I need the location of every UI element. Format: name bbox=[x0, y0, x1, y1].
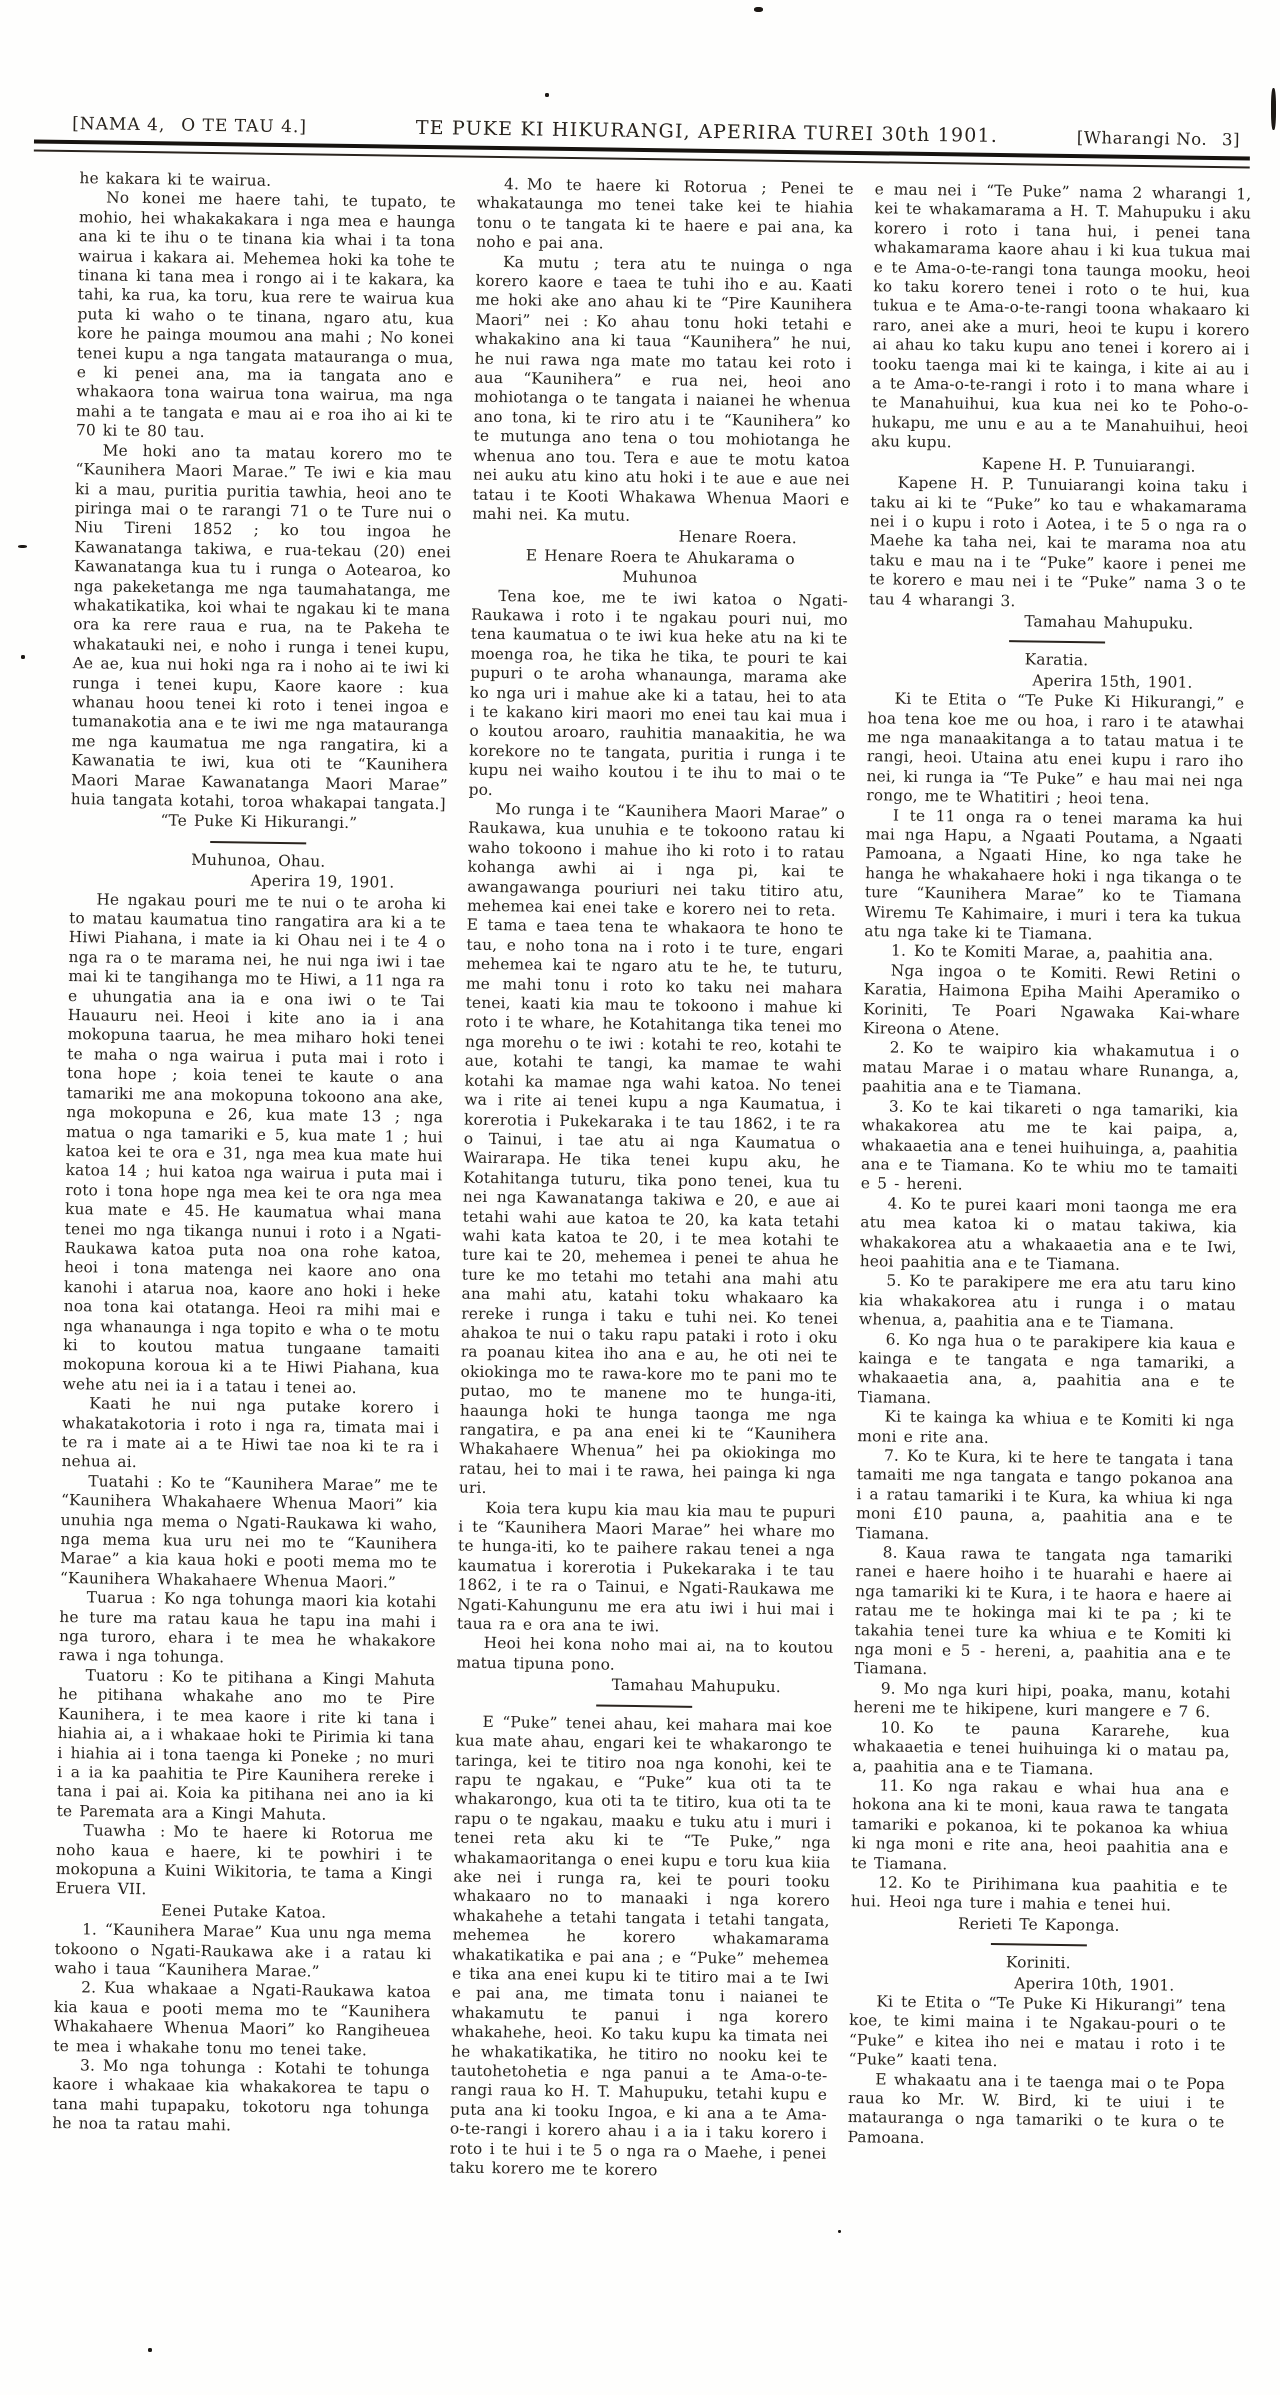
scan-speck bbox=[21, 655, 25, 659]
paragraph: 8. Kaua rawa te tangata nga tamariki ranei e haere hoiho i te huarahi e haere ai nga tamariki ki te Kura, i te haora e haere ai ratau me te hokinga mai ki te pa ; ki te takahia tenei ture ka whiua e te Komiti ki nga moni e 5 - hereni, a, paahitia ana e te Tiamana. bbox=[853, 1543, 1233, 1679]
section-divider bbox=[211, 841, 307, 844]
section-divider bbox=[596, 1704, 692, 1707]
paragraph: Heoi hei kona noho mai ai, na to koutou matua tipuna pono. bbox=[456, 1634, 834, 1674]
article-columns bbox=[52, 169, 1252, 2189]
paragraph: He ngakau pouri me te nui o te aroha ki to matau kaumatua tino rangatira ara ki a te Hiwi Piahana, i mate ia ki Ohau nei i te 4 o nga ra o te marama nei, he nui nga iwi i tae mai ki te tangihanga mo te Hiwi, a 11 nga ra e uhungatia ana ia e ona iwi o te Tai Hauauru nei. Heoi i kite ano ia i ana mokopuna taarua, he mea miharo hoki tenei te maha o nga wairua i puta mai i roto i tona hope ; koia tenei te kaute o ana tamariki me ana mokopuna tokoono ana ake, nga mokopuna e 26, kua mate 13 ; nga matua o nga tamariki e 5, kua mate 1 ; hui katoa kei te ora e 31, nga mea kua mate hui katoa 14 ; hui katoa nga wairua i puta mai i roto i tona hope nga mea kei te ora nga mea kua mate e 45. He kaumatua whai mana tenei mo nga tikanga nunui i roto i a Ngati-Raukawa katoa puta noa ona rohe katoa, heoi i tona matenga nei kaore ano ona kanohi i atarua noa, kaore ano hoki i heke noa tona kai otatanga. Heoi ra mihi mai e nga whanaunga i nga topito e wha o te motu ki to koutou matua tungaane tamaiti mokopuna koroua ki a te Hiwi Piahana, kua wehe atu nei ia i a tatau i tenei ao. bbox=[62, 890, 447, 1397]
paragraph: E “Puke” tenei ahau, kei mahara mai koe kua mate ahau, engari kei te whakarongo te taringa, kei te titiro noa nga konohi, kei te rapu te ngakau, e “Puke” kua oti ta te whakarongo, kua oti ta te titiro, kua oti ta te rapu o te ngakau, maaku e tuku atu i muri i tenei reta aku ki te “Te Puke,” nga whakamaoritanga o enei kupu e toru kua kiia ake nei i runga ra, kei te pouri tooku whakaaro no to manaaki i nga korero whakahehe a tetahi tangata i tetahi tangata, mehemea he korero whakamarama whakatikatika e pai ana ; e “Puke” mehemea e tika ana enei kupu ki te titiro mai a te Iwi e pai ana, me timata tonu i naianei te whakamutu te panui i nga korero whakahehe, heoi. Ko taku kupu ka timata nei he whakatikatika, he titiro no nooku kei te tautohetohetia e nga panui a te Ama-o-te-rangi raua ko H. T. Mahupuku, tetahi kupu e puta ana ki tooku Ingoa, e ki ana a te Ama-o-te-rangi i korero ahau i a ia i taku korero i roto i te hui i te 5 o nga ra o Maehe, i penei taku korero me te korero bbox=[449, 1712, 833, 2180]
centered-heading-line: Koriniti. bbox=[1005, 1953, 1071, 1973]
paragraph: Me hoki ano ta matau korero mo te “Kaunihera Maori Marae.” Te iwi e kia mau ki a mau, puritia puritia tawhia, heoi ano te piringa mai o te rarangi 71 o te Ture nui o Niu Tireni 1852 ; ko tou ingoa he Kawanatanga takiwa, e rua-tekau (20) enei Kawanatanga kua tu i runga o Aotearoa, ko nga pakeketanga me nga taumahatanga, me whakatikatika, koi whai te ngakau ki te mana ora ka rere raua e rua, na te Pakeha te whakatauki nei, e noho i runga i tenei kupu, Ae ae, kua nui hoki nga ra i noho ai te iwi ki runga i tenei kupu, Kaore kaore : kua whanau hoou tenei ki roto i tenei ingoa e tumanakotia ana e te iwi me nga matauranga me nga kaumatua me nga rangatira, ki a Kawanatia te iwi, kua oti te “Kaunihera Maori Marae Kawanatanga Maori Marae” huia tangata kotahi, toroa whakapai tangata.] bbox=[70, 441, 453, 814]
paragraph: Tena koe, me te iwi katoa o Ngati-Raukawa i roto i te ngakau pouri nui, mo tena kaumatua o te iwi kua heke atu na ki te moenga roa, he tika he tika, te pouri te kai pupuri o te aroha whanaunga, marama ake ko nga uri i mahue ake ki a tatau, hei to ata i te kakano kiri maori mo enei tau kai mua i o koutou aroaro, rauhitia manaakitia, he wa korekore no te tangata, puritia i runga i te kupu nei waiho koutou i te ihu to mai o te po. bbox=[468, 586, 849, 799]
scan-speck bbox=[1271, 88, 1276, 130]
paragraph: 3. Mo nga tohunga : Kotahi te tohunga kaore i whakaae kia whakakorea te tapu o tana mahi tupapaku, tokotoru nga tohunga he noa ta ratau mahi. bbox=[52, 2056, 430, 2135]
centered-heading-line: Muhunoa bbox=[622, 567, 698, 587]
right-aligned-line: Henare Roera. bbox=[678, 527, 797, 548]
paragraph: Nga ingoa o te Komiti. Rewi Retini o Karatia, Haimona Epiha Maihi Aperamiko o Koriniti, Te Poari Ngawaka Kai-whare Kireona o Atene. bbox=[862, 961, 1241, 1040]
paragraph: 5. Ko te parakipere me era atu taru kino kia whakakorea atu i runga i o matau whenua, a, paahitia ana e te Tiamana. bbox=[858, 1271, 1237, 1333]
centered-heading-line: Muhunoa, Ohau. bbox=[191, 850, 326, 871]
right-aligned-line: Tamahau Mahupuku. bbox=[611, 1675, 781, 1697]
masthead-title: TE PUKE KI HIKURANGI, APERIRA TUREI 30th 1901. bbox=[415, 116, 999, 147]
paragraph: 6. Ko nga hua o te parakipere kia kaua e kainga e te tangata e nga tamariki, a whakaaetia ana, a, paahitia ana e te Tiamana. bbox=[857, 1330, 1236, 1407]
paragraph: Ki te Etita o “Te Puke Ki Hikurangi” tena koe, te kimi maina i te Ngakau-pouri o te “Puke” e kitea iho nei e matau i roto i te “Puke” kaati tena. bbox=[848, 1992, 1227, 2071]
centered-heading-line: Rerieti Te Kaponga. bbox=[957, 1914, 1120, 1935]
paragraph: I te 11 onga ra o tenei marama ka hui mai nga Hapu, a Ngaati Poutama, a Ngaati Pamoana, a Ngaati Hine, ko nga take he hanga he whakahaere hoki i nga tikanga o te ture “Kaunihera Marae” ko te Tiamana Wiremu Te Kahimaire, i muri i tera ka tukua atu nga take ki te Tiamana. bbox=[864, 806, 1243, 944]
right-aligned-line: Aperira 19, 1901. bbox=[250, 871, 395, 892]
masthead-issue-number: [NAMA 4, O TE TAU 4.] bbox=[72, 114, 308, 138]
right-aligned-line: Aperira 15th, 1901. bbox=[1032, 671, 1193, 692]
right-aligned-line: Aperira 10th, 1901. bbox=[1014, 1973, 1175, 1995]
paragraph: Mo runga i te “Kaunihera Maori Marae” o Raukawa, kua unuhia e te tokoono ratau ki waho tokoono i mahue iho ki roto i to ratau kohanga awhi ai i nga pi, kai te awangawanga pouriuri nei taku titiro atu, mehemea kai enei take e korero nei to reta. E tama e taea tena te whakaora te hono te tau, e noho tona na i roto i te ture, engari mehemea kai te ngaro atu te he, te tuturu, me mahi tonu i roto ko taku nei mahara tenei, kaati kia mau te tokoono i mahue ki roto i te whare, he Kotahitanga tika tenei mo nga morehu o te iwi : kotahi te reo, kotahi te aue, kotahi te tangi, ka mamae te wahi kotahi ka mamae nga wahi katoa. No tenei wa i rite ai tenei kupu a nga Kaumatua, i korerotia i Pukekaraka i te tau 1862, i te ra o Tainui, i tae atu ai nga Kaumatua o Wairarapa. He tika tenei kupu aku, he Kotahitanga tuturu, tika pono tenei, kua tu nei nga Kawanatanga takiwa e 20, e aue ai tetahi wahi aue katoa te 20, ka kata tetahi wahi kata katoa te 20, i te mea kotahi te ture kai te 20, mehemea i penei te ahua he ture ke mo tetahi mo tetahi ana mahi atu ana mahi atu, katahi toku whakaaro ka rereke i runga i taku e tuhi nei. Ko tenei ahakoa te nui o taku rapu pataki i roto i oku ra poanau kitea iho ana e au, he oti nei te okiokinga mo te rawa-kore mo te pani mo te putao, mo te manene mo te hunga-iti, haaunga hoki te hunga taonga me nga rangatira, e pa ana enei ki te “Kaunihera Whakahaere Whenua” hei pa okiokinga mo ratau, hei to mai i te rawa, hei painga ki nga uri. bbox=[458, 800, 846, 1498]
scan-speck bbox=[838, 2230, 841, 2233]
paragraph: 9. Mo nga kuri hipi, poaka, manu, kotahi hereni me te hikipene, kuri mangere e 7 6. bbox=[853, 1679, 1231, 1722]
paragraph: 3. Ko te kai tikareti o nga tamariki, kia whakakorea atu me te kai paipa, a, whakaaetia ana e tenei huihuinga, a, paahitia ana e te Tiamana. Ko te whiu mo te tamaiti e 5 - hereni. bbox=[860, 1097, 1239, 1194]
centered-heading-line: Eenei Putake Katoa. bbox=[160, 1901, 327, 1922]
centered-heading-line: “Te Puke Ki Hikurangi.” bbox=[160, 811, 358, 833]
paragraph: 1. “Kaunihera Marae” Kua unu nga mema tokoono o Ngati-Raukawa ake i a ratau ki waho i taua “Kaunihera Marae.” bbox=[54, 1920, 432, 1981]
right-aligned-line: Kapene H. P. Tunuiarangi. bbox=[981, 454, 1196, 476]
column-2 bbox=[449, 175, 854, 2184]
paragraph: 11. Ko nga rakau e whai hua ana e hokona ana ki te moni, kaua rawa te tangata tamariki e pokanoa, ki te pokanoa ka whiua ki nga moni e rite ana, heoi paahitia ana e te Tiamana. bbox=[851, 1776, 1230, 1873]
masthead-rule-thin bbox=[34, 149, 1250, 168]
paragraph-continuation: e mau nei i “Te Puke” nama 2 wharangi 1, kei te whakamarama a H. T. Mahupuku i aku korero i roto i tana hui, i penei tana whakamarama kaore ahau i ki kua tukua mai e te Ama-o-te-rangi tona taunga mooku, heoi ko taku korero tenei i roto o te hui, kua tukua e te Ama-o-te-rangi toona whakaaro ki raro, anei ake a muri, heoi te kupu i korero ai ahau ko taku kupu ano tenei i korero ai i tooku taenga mai ki te kainga, i kite ai au i a te Ama-o-te-rangi i roto i to mana whare i te Manahuihui, kua kua nei ko te Poho-o-hukapu, me unu e au a te Manahuihui, heoi aku kupu. bbox=[871, 180, 1252, 452]
paragraph: No konei me haere tahi, te tupato, te mohio, hei whakakakara i nga mea e haunga ana ki te ihu o te tinana kia whai i ta tona wairua i kakara ai. Mehemea hoki ka tohe te tinana ki tana mea i rongo ai i te kakara, ka tahi, ka rua, ka toru, kua rere te wairua kua puta ki waho o te tinana, ngaro atu, kua kore he painga moumou ana mahi ; No konei tenei kupu a nga tangata matauranga o mua, e ki penei ana, ma ia tangata ano e whakaora tona wairua tona wairua, ma nga mahi a te tangata e mau ai e roa iho ai ki te 70 ki te 80 tau. bbox=[75, 188, 456, 442]
paragraph: Tuawha : Mo te haere ki Rotorua me noho kaua e haere, ki te powhiri i te mokopuna a Kuini Wikitoria, te tama a Kingi Eruera VII. bbox=[55, 1821, 434, 1899]
paragraph: Kapene H. P. Tunuiarangi koina taku i taku ai ki te “Puke” ko tau e whakamarama nei i o kupu i roto i Aotea, i te 5 o nga ra o Maehe ka taha nei, kai te marama noa atu taku e mau na i te “Puke” kaore i penei me te korero e mau nei i te “Puke” nama 3 o te tau 4 wharangi 3. bbox=[868, 473, 1248, 610]
paragraph: Tuatahi : Ko te “Kaunihera Marae” me te “Kaunihera Whakahaere Whenua Maori” kia unuhia nga mema o Ngati-Raukawa ki waho, nga mema kua uru nei mo te “Kaunihera Marae” a kia kaua hoki e pooti mema mo te “Kaunihera Whakahaere Whenua Maori.” bbox=[59, 1472, 439, 1592]
column-3 bbox=[847, 180, 1252, 2189]
right-aligned-line: Tamahau Mahupuku. bbox=[1024, 612, 1194, 633]
paragraph: Koia tera kupu kia mau kia mau te pupuri i te “Kaunihera Maori Marae” hei whare mo te hunga-iti, ko te paihere rakau tenei a nga kaumatua i korerotia i Pukekaraka i te tau 1862, i te ra o Tainui, e Ngati-Raukawa me Ngati-Kahungunu me era atu iwi i hui mai i taua ra e ora ana te iwi. bbox=[456, 1498, 836, 1636]
scan-speck bbox=[18, 545, 27, 548]
paragraph: 2. Kua whakaae a Ngati-Raukawa katoa kia kaua e pooti mema mo te “Kaunihera Whakahaere Whenua Maori” ko Rangiheuea te mea i whakahe tonu mo tenei take. bbox=[53, 1978, 431, 2059]
centered-heading-line: E Henare Roera te Ahukarama o bbox=[525, 546, 795, 568]
scan-speck bbox=[754, 7, 763, 12]
paragraph: 7. Ko te Kura, ki te here te tangata i tana tamaiti me nga tangata e tango pokanoa ana i a ratau tamariki i te Kura, ka whiua ki nga moni £10 pauna, a, paahitia ana e te Tiamana. bbox=[855, 1446, 1234, 1543]
centered-heading-line: Karatia. bbox=[1024, 650, 1089, 670]
paragraph: 12. Ko te Pirihimana kua paahitia e te hui. Heoi nga ture i mahia e tenei hui. bbox=[850, 1873, 1228, 1915]
section-divider bbox=[991, 1943, 1087, 1946]
section-divider bbox=[1009, 640, 1105, 643]
paragraph: E whakaatu ana i te taenga mai o te Popa raua ko Mr. W. Bird, ki te uiui i te matauranga o nga tamariki o te kura o te Pamoana. bbox=[847, 2070, 1226, 2147]
paragraph: Ki te kainga ka whiua e te Komiti ki nga moni e rite ana. bbox=[857, 1407, 1235, 1447]
paragraph: Tuatoru : Ko te pitihana a Kingi Mahuta he pitihana whakahe ano mo te Pire Kaunihera, i te mea kaore i rite ki tana i hiahia ai, a i whakaae hoki te Pirimia ki tana i hiahia ai i tona taenga ki Poneke ; no muri i a ia ka paahitia te Pire Kaunihera rereke i tana i pai ai. Koia ka pitihana nei ano ia ki te Paremata ara a Kingi Mahuta. bbox=[56, 1666, 436, 1824]
paragraph: 2. Ko te waipiro kia whakamutua i o matau Marae i o matau whare Runanga, a, paahitia ana e te Tiamana. bbox=[862, 1039, 1240, 1099]
paragraph: 4. Mo te haere ki Rotorua ; Penei te whakataunga mo tenei take kei te hiahia tonu o te tangata ki te haere e pai ana, ka noho e pai ana. bbox=[476, 175, 854, 253]
paragraph: 10. Ko te pauna Kararehe, kua whakaaetia e tenei huihuinga ki o matau pa, a, paahitia ana e te Tiamana. bbox=[852, 1718, 1231, 1778]
paragraph: Ki te Etita o “Te Puke Ki Hikurangi,” e hoa tena koe me ou hoa, i raro i te atawhai me nga manaakitanga a to tatau matua i te rangi, heoi. Utaina atu enei kupu i raro iho nei, ki runga ia “Te Puke” e hau mai nei nga rongo, me te Whatitiri ; heoi tena. bbox=[866, 689, 1245, 809]
scan-speck bbox=[545, 93, 549, 97]
paragraph: Ka mutu ; tera atu te nuinga o nga korero kaore e taea te tuhi iho e au. Kaati me hoki ake ano ahau ki te “Pire Kaunihera Maori” nei : Ko ahau tonu hoki tetahi e whakakino ana ki taua “Kaunihera” he nui, he nui rawa nga mate mo tatau kei roto i aua “Kaunihera” e rua nei, heoi ano mohiotanga o te tangata i naianei he whenua ano tona, ki te riro atu i te “Kaunihera” ko te mutunga ano tena o tou mohiotanga he whenua ano tou. Tera e aue te motu katoa nei auku atu kino atu hoki i te aue e aue nei tatau i te Kooti Whakawa Whenua Maori e mahi nei. Ka mutu. bbox=[472, 252, 853, 525]
column-1 bbox=[52, 169, 457, 2178]
masthead-page-number: [Wharangi No. 3] bbox=[1076, 128, 1241, 150]
paragraph: Kaati he nui nga putake korero i whakatakotoria i roto i nga ra, timata mai i te ra i mate ai a te Hiwi tae noa ki te ra i nehua ai. bbox=[61, 1394, 440, 1472]
paragraph: Tuarua : Ko nga tohunga maori kia kotahi he ture ma ratau kaua he tapu ina mahi i nga turoro, ehara i te mea he whakakore rawa i nga tohunga. bbox=[58, 1588, 437, 1667]
scan-speck bbox=[148, 2348, 152, 2352]
paragraph-continuation: he kakara ki te wairua. bbox=[79, 169, 272, 190]
paragraph: 4. Ko te purei kaari moni taonga me era atu mea katoa ki o matau takiwa, kia whakakorea atu a whakaaetia ana e te Iwi, heoi paahitia ana e te Tiamana. bbox=[859, 1194, 1238, 1274]
paragraph: 1. Ko te Komiti Marae, a, paahitia ana. bbox=[890, 941, 1214, 965]
